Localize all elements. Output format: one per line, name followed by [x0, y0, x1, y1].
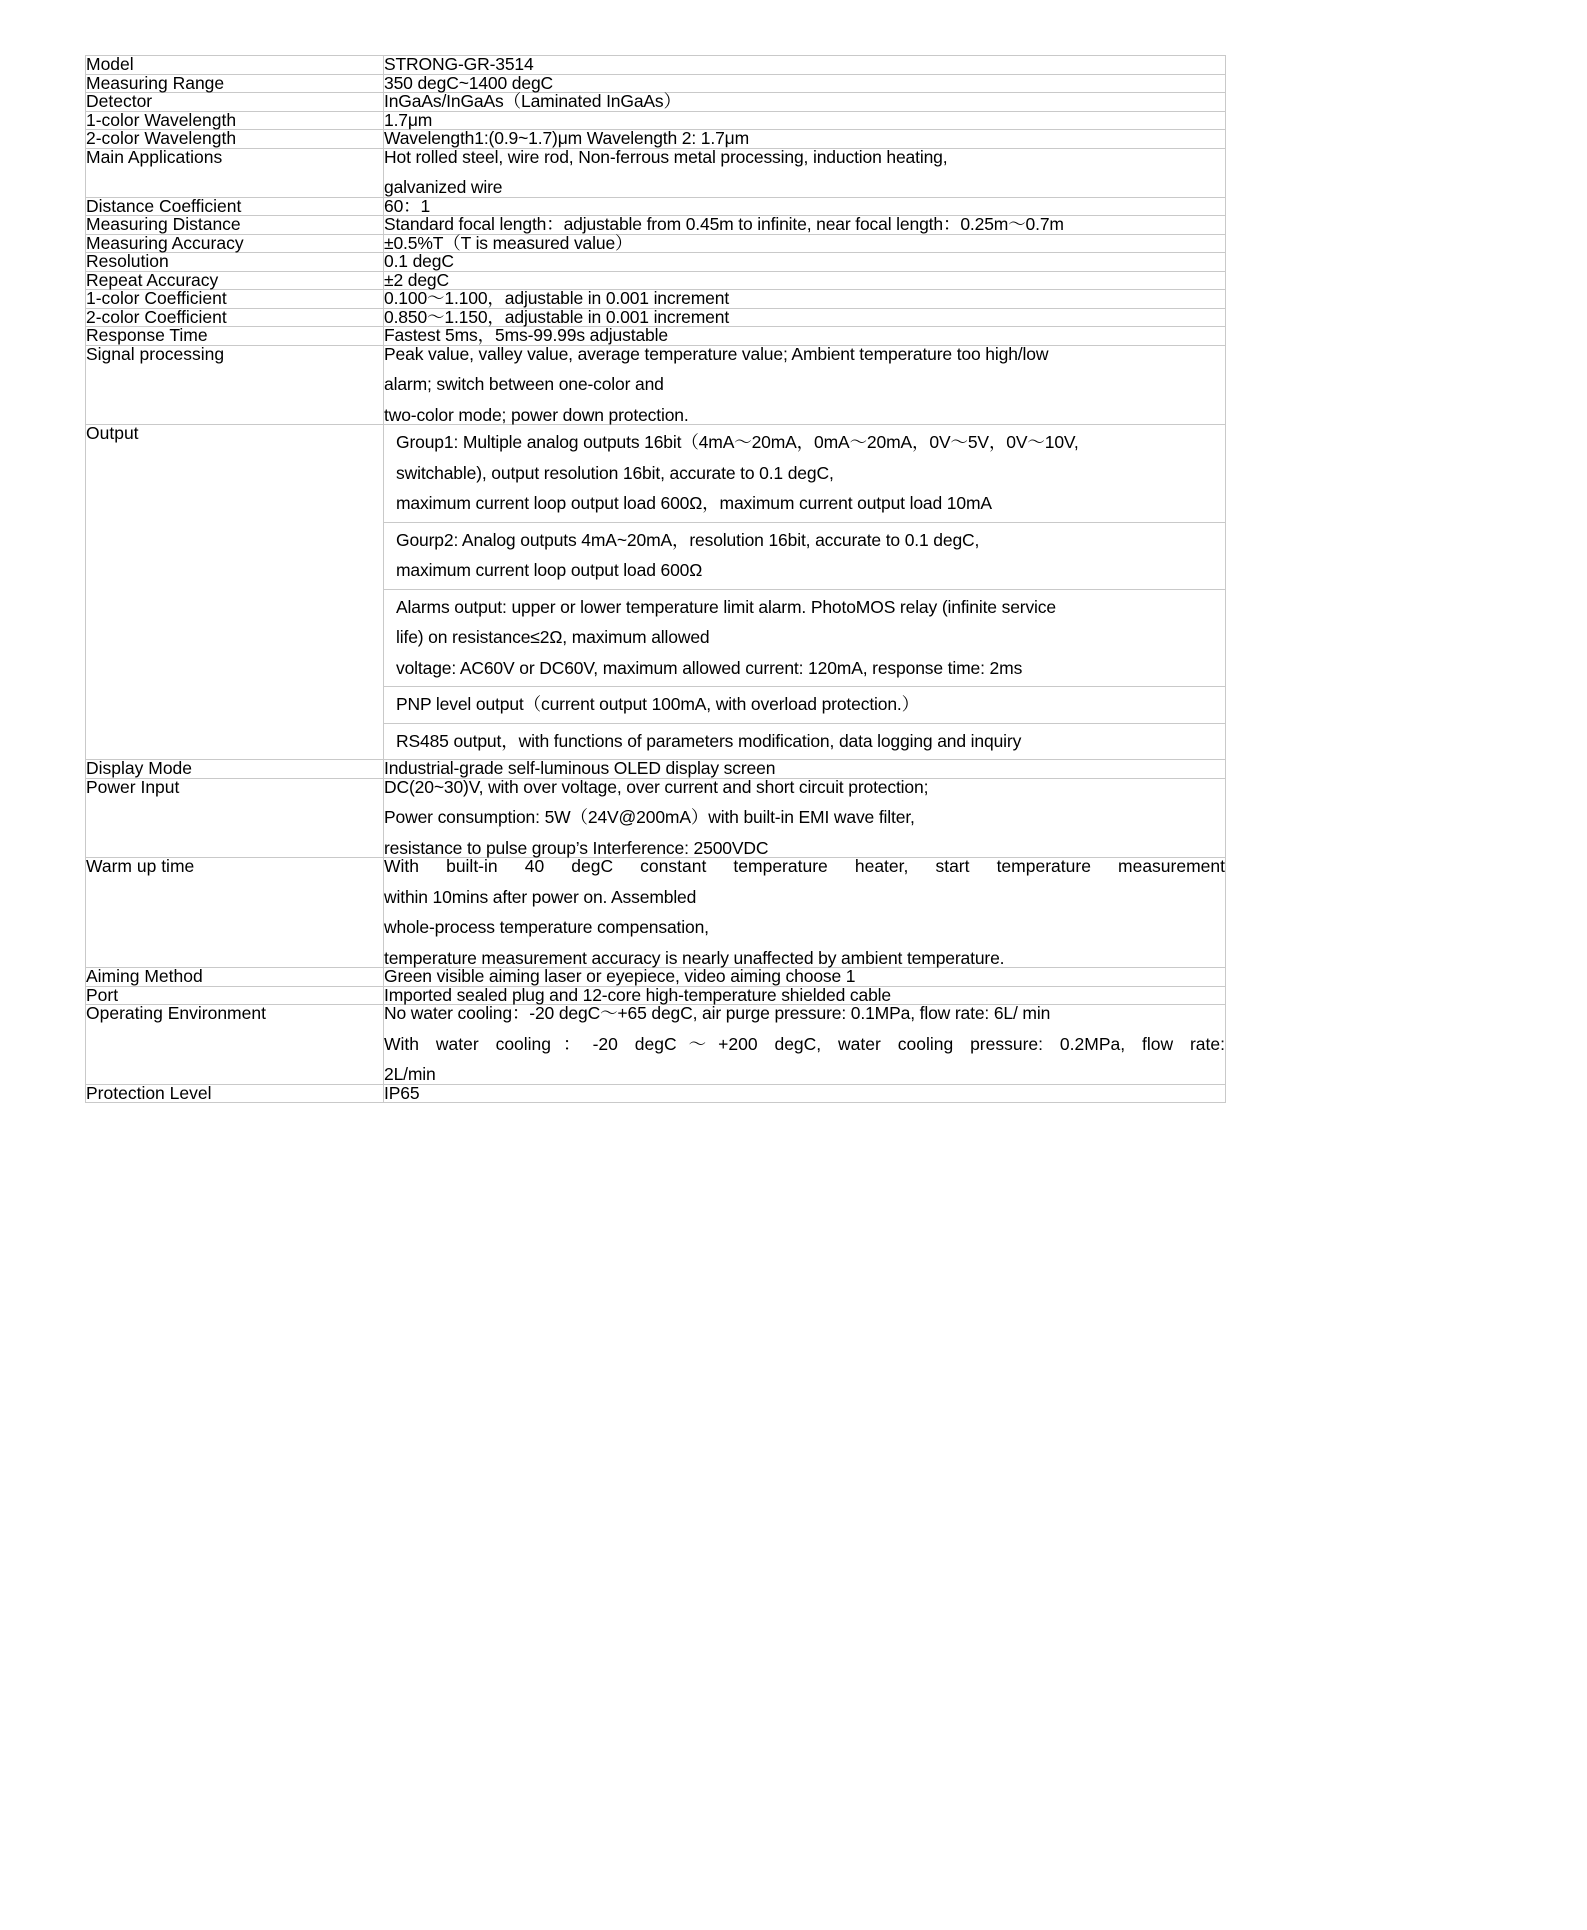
value-line: ±0.5%T（T is measured value） — [384, 232, 633, 253]
row-value — [384, 234, 1226, 253]
row-label: Detector — [86, 93, 384, 112]
value-line: No water cooling：-20 degC～+65 degC, air purge pressure: 0.1MPa, flow rate: 6L/ min — [384, 1003, 1051, 1023]
value-line: 0.850～1.150，adjustable in 0.001 increment — [384, 306, 730, 327]
row-label: Warm up time — [86, 858, 384, 968]
row-value — [384, 130, 1226, 149]
table-row — [86, 197, 1226, 216]
value-subrow — [384, 589, 1225, 687]
row-label: Aiming Method — [86, 968, 384, 987]
value-line: alarm; switch between one-color and — [384, 374, 664, 394]
row-label: Power Input — [86, 778, 384, 858]
table-row — [86, 1084, 1226, 1103]
value-line: Imported sealed plug and 12-core high-temperature shielded cable — [384, 984, 891, 1005]
value-line: two-color mode; power down protection. — [384, 404, 689, 425]
row-label: Measuring Range — [86, 74, 384, 93]
row-label: Output — [86, 425, 384, 760]
value-line: RS485 output，with functions of parameters modification, data logging and inquiry — [396, 730, 1022, 751]
row-label: Distance Coefficient — [86, 197, 384, 216]
row-label: Repeat Accuracy — [86, 271, 384, 290]
value-subrow — [384, 522, 1225, 589]
value-line: PNP level output（current output 100mA, with overload protection.） — [396, 694, 919, 714]
row-value — [384, 968, 1226, 987]
value-subcell — [384, 425, 1225, 522]
row-label: Main Applications — [86, 148, 384, 197]
value-line: galvanized wire — [384, 177, 503, 197]
table-row — [86, 345, 1226, 425]
row-value — [384, 778, 1226, 858]
value-line: 2L/min — [384, 1064, 436, 1084]
value-line: maximum current loop output load 600Ω，maximum current output load 10mA — [396, 493, 992, 513]
row-label: 2-color Wavelength — [86, 130, 384, 149]
row-value — [384, 1084, 1226, 1103]
value-line: With water cooling：-20 degC～+200 degC, water cooling pressure: 0.2MPa, flow rate: — [384, 1033, 1225, 1054]
value-line: Alarms output: upper or lower temperature limit alarm. PhotoMOS relay (infinite service — [396, 596, 1056, 617]
value-line: With built-in 40 degC constant temperature heater, start temperature measurement — [384, 856, 1225, 876]
row-label: Resolution — [86, 253, 384, 272]
row-label: Port — [86, 986, 384, 1005]
value-line: DC(20~30)V, with over voltage, over current and short circuit protection; — [384, 776, 929, 797]
table-row — [86, 858, 1226, 968]
row-value — [384, 93, 1226, 112]
value-line: Industrial-grade self-luminous OLED display screen — [384, 758, 776, 778]
table-row — [86, 216, 1226, 235]
value-subrow — [384, 425, 1225, 522]
table-row — [86, 760, 1226, 779]
row-label: 1-color Wavelength — [86, 111, 384, 130]
value-subcell — [384, 589, 1225, 687]
value-line: Hot rolled steel, wire rod, Non-ferrous metal processing, induction heating, — [384, 146, 948, 167]
row-value — [384, 308, 1226, 327]
row-value — [384, 986, 1226, 1005]
value-line: Standard focal length：adjustable from 0.45m to infinite, near focal length：0.25m～0.7m — [384, 214, 1064, 234]
value-line: 1.7μm — [384, 109, 433, 130]
value-line: 0.100～1.100，adjustable in 0.001 increment — [384, 288, 730, 308]
value-line: switchable), output resolution 16bit, accurate to 0.1 degC, — [396, 462, 834, 483]
value-line: Wavelength1:(0.9~1.7)μm Wavelength 2: 1.7μm — [384, 128, 750, 148]
value-subcell — [384, 723, 1225, 759]
table-row — [86, 130, 1226, 149]
table-row — [86, 290, 1226, 309]
row-value — [384, 1005, 1226, 1085]
row-value — [384, 290, 1226, 309]
row-label: Response Time — [86, 327, 384, 346]
row-value — [384, 197, 1226, 216]
value-line: STRONG-GR-3514 — [384, 54, 534, 74]
row-value — [384, 148, 1226, 197]
value-subtable — [384, 425, 1225, 759]
row-label: Measuring Distance — [86, 216, 384, 235]
value-line: Power consumption: 5W（24V@200mA）with built-in EMI wave filter, — [384, 807, 915, 827]
value-line: within 10mins after power on. Assembled — [384, 886, 697, 907]
row-value — [384, 216, 1226, 235]
value-line: maximum current loop output load 600Ω — [396, 560, 703, 580]
row-label: Operating Environment — [86, 1005, 384, 1085]
value-line: voltage: AC60V or DC60V, maximum allowed current: 120mA, response time: 2ms — [396, 657, 1023, 678]
specification-table — [85, 55, 1226, 1103]
row-value — [384, 56, 1226, 75]
value-subrow — [384, 723, 1225, 759]
value-subrow — [384, 687, 1225, 724]
table-row — [86, 271, 1226, 290]
value-subcell — [384, 522, 1225, 589]
row-label: Model — [86, 56, 384, 75]
value-line: Gourp2: Analog outputs 4mA~20mA，resolution 16bit, accurate to 0.1 degC, — [396, 529, 980, 550]
value-line: Group1: Multiple analog outputs 16bit（4mA～20mA，0mA～20mA，0V～5V，0V～10V, — [396, 432, 1079, 452]
row-value — [384, 271, 1226, 290]
value-line: life) on resistance≤2Ω, maximum allowed — [396, 627, 710, 647]
row-value — [384, 425, 1226, 760]
table-row — [86, 327, 1226, 346]
table-row — [86, 1005, 1226, 1085]
value-line: IP65 — [384, 1082, 420, 1103]
row-label: Measuring Accuracy — [86, 234, 384, 253]
row-value — [384, 858, 1226, 968]
value-line: ±2 degC — [384, 269, 449, 290]
row-label: Display Mode — [86, 760, 384, 779]
table-row — [86, 74, 1226, 93]
row-label: 1-color Coefficient — [86, 290, 384, 309]
value-subcell — [384, 687, 1225, 724]
value-line: Fastest 5ms，5ms-99.99s adjustable — [384, 325, 668, 345]
value-line: InGaAs/InGaAs（Laminated InGaAs） — [384, 91, 681, 111]
row-value — [384, 345, 1226, 425]
row-value — [384, 327, 1226, 346]
row-value — [384, 760, 1226, 779]
row-label: Protection Level — [86, 1084, 384, 1103]
table-row — [86, 148, 1226, 197]
row-value — [384, 111, 1226, 130]
row-value — [384, 253, 1226, 272]
table-row — [86, 778, 1226, 858]
table-row — [86, 986, 1226, 1005]
value-line: whole-process temperature compensation, — [384, 917, 709, 937]
value-line: Peak value, valley value, average temperature value; Ambient temperature too high/low — [384, 343, 1049, 364]
value-line: 60：1 — [384, 195, 431, 216]
row-label: Signal processing — [86, 345, 384, 425]
table-body — [86, 56, 1226, 1103]
table-row — [86, 56, 1226, 75]
value-line: 0.1 degC — [384, 251, 454, 271]
table-row — [86, 308, 1226, 327]
table-row — [86, 968, 1226, 987]
value-line: resistance to pulse group’s Interference: 2500VDC — [384, 837, 769, 858]
row-label: 2-color Coefficient — [86, 308, 384, 327]
value-line: Green visible aiming laser or eyepiece, video aiming choose 1 — [384, 966, 856, 986]
table-row — [86, 93, 1226, 112]
table-row — [86, 111, 1226, 130]
table-row — [86, 234, 1226, 253]
value-line: temperature measurement accuracy is nearly unaffected by ambient temperature. — [384, 947, 1005, 968]
table-row — [86, 253, 1226, 272]
value-line: 350 degC~1400 degC — [384, 72, 554, 93]
row-value — [384, 74, 1226, 93]
table-row — [86, 425, 1226, 760]
